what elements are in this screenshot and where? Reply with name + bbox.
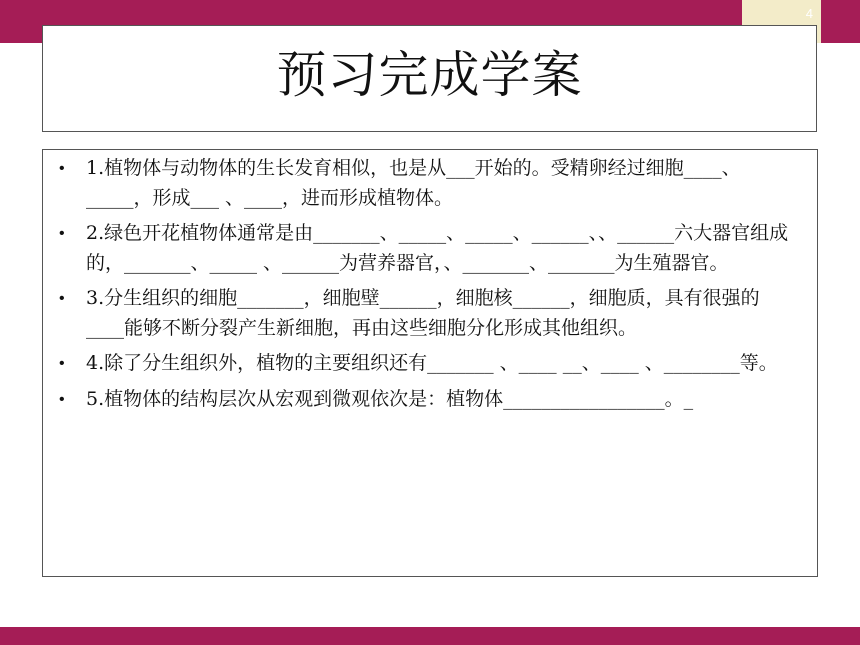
bullet-icon: • [59,160,65,177]
page-title: 预习完成学案 [276,46,583,104]
list-item [43,284,817,343]
content-box [42,149,818,577]
list-item [43,219,817,278]
item-text: 4.除了分生组织外，植物的主要组织还有_______ 、____ __、____ 、________等。 [86,352,778,374]
bottom-accent-bar [0,627,860,645]
bullet-icon: • [59,390,65,408]
title-box [42,25,817,132]
list-item [43,349,817,379]
bullet-icon: • [59,290,65,307]
bullet-icon: • [59,355,65,372]
item-text: 2.绿色开花植物体通常是由_______、_____、_____、______、、______六大器官组成的，_______、_____ 、______为营养器官，、_______、_______为生殖器官。 [86,222,789,274]
item-text: 3.分生组织的细胞_______，细胞壁______，细胞核______，细胞质，具有很强的____能够不断分裂产生新细胞，再由这些细胞分化形成其他组织。 [86,287,760,339]
list-item [43,154,817,213]
question-list [43,154,817,420]
item-text: 1.植物体与动物体的生长发育相似，也是从___开始的。受精卵经过细胞____、_____，形成___ 、____，进而形成植物体。 [86,157,741,209]
list-item [43,385,817,415]
item-text: 5.植物体的结构层次从宏观到微观依次是：植物体_________________。_ [86,387,694,410]
bullet-icon: • [59,225,65,242]
page-number: 4 [805,6,813,21]
